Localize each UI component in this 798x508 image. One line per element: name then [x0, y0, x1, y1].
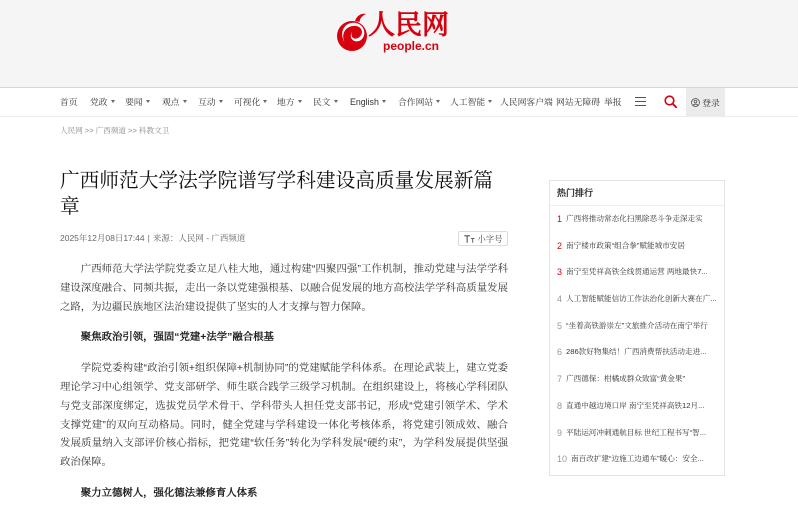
chevron-down-icon	[436, 100, 440, 103]
ranking-item[interactable]	[550, 393, 724, 420]
nav-item-label: 合作网站	[398, 97, 434, 107]
nav-item-label: 人民网客户端	[500, 97, 553, 107]
font-size-toggle-label: 小字号	[477, 233, 503, 244]
chevron-down-icon	[146, 100, 150, 103]
chevron-down-icon	[183, 100, 187, 103]
font-size-toggle-button[interactable]	[458, 231, 508, 246]
breadcrumb-item-home[interactable]: 人民网	[60, 126, 83, 135]
nav-item-label: 可视化	[234, 97, 261, 107]
nav-item-accessibility[interactable]	[556, 88, 600, 116]
rank-number: 4	[557, 294, 563, 305]
ranking-item-text: “坐着高铁游崇左”文旅推介活动在南宁举行	[566, 320, 708, 330]
people-daily-swirl-icon	[336, 10, 368, 52]
chevron-down-icon	[382, 100, 386, 103]
article-body	[60, 261, 508, 504]
site-header	[0, 0, 798, 87]
breadcrumb-item-section[interactable]: 科教文卫	[138, 126, 170, 135]
ranking-item-text: 人工智能赋能信访工作法治化创新大赛在广...	[566, 294, 717, 304]
nav-item-english[interactable]	[350, 88, 386, 116]
ranking-item-text: 平陆运河冲刺通航目标 世纪工程书写“智...	[566, 427, 707, 437]
logo-domain: people.cn	[383, 39, 440, 53]
ranking-item[interactable]	[550, 420, 724, 447]
ranking-item[interactable]	[550, 233, 724, 260]
chevron-down-icon	[111, 100, 115, 103]
article-subheading: 聚力立德树人，强化德法兼修育人体系	[80, 487, 258, 499]
rank-number: 3	[557, 267, 563, 278]
article-meta	[60, 232, 245, 244]
nav-item-label: 要闻	[125, 97, 143, 107]
main-nav	[0, 87, 798, 117]
ranking-item-text: 286款好物集结！广西消费帮扶活动走进...	[566, 347, 707, 357]
ranking-item-text: 南百改扩建“边施工边通车”暖心：安全...	[571, 454, 704, 464]
breadcrumb-separator: >>	[84, 126, 94, 135]
article-subheading: 聚焦政治引领，强固“党建+法学”融合根基	[80, 332, 274, 344]
ranking-item-text: 广西将推动常态化扫黑除恶斗争走深走实	[566, 214, 703, 223]
user-circle-icon	[691, 98, 700, 107]
rank-number: 9	[557, 427, 563, 438]
ranking-item[interactable]	[550, 259, 724, 286]
nav-item-guandian[interactable]	[162, 88, 187, 116]
nav-item-label: 网站无障碍	[556, 97, 600, 107]
ranking-item-text: 南宁楼市政策“组合拳”赋能城市安居	[566, 240, 685, 250]
site-logo[interactable]	[336, 10, 452, 56]
rank-number: 6	[557, 347, 563, 358]
ranking-item[interactable]	[550, 286, 724, 313]
publish-datetime: 2025年12月08日17:44	[60, 233, 145, 243]
nav-item-label: 互动	[198, 97, 216, 107]
ranking-item-text: 广西德保：柑橘成群众致富“黄金果”	[566, 374, 685, 384]
hamburger-menu-icon[interactable]	[635, 97, 646, 106]
rank-number: 2	[557, 240, 563, 251]
breadcrumb-separator: >>	[128, 126, 137, 135]
rank-number: 7	[557, 374, 563, 385]
nav-item-label: 地方	[277, 97, 295, 107]
article-paragraph: 学院党委构建“政治引领+组织保障+机制协同”的党建赋能学科体系。在理论武装上，建立党委理论学习中心组领学、党支部研学、师生联合践学三级学习机制。在组织建设上，将核心学科团队与党支部深度绑定，选拔党员学术骨干、学科带头人担任党支部书记，形成“党建引领学术、学术支撑党建”的双向互动格局。同时，健全党建与学科建设一体化考核体系，将党建引领成效、融合发展质量纳入支部评价核心指标，把党建“软任务”转化为学科发展“硬约束”，为学科发展提供坚强政治保障。	[60, 363, 508, 469]
rank-number: 10	[557, 454, 568, 465]
source-label: 来源：	[152, 233, 179, 243]
chevron-down-icon	[219, 100, 223, 103]
nav-item-hudong[interactable]	[198, 88, 223, 116]
hot-ranking-title: 热门排行	[550, 181, 724, 206]
meta-separator: |	[147, 233, 150, 243]
nav-item-dangzheng[interactable]	[90, 88, 115, 116]
logo-name: 人民网	[368, 10, 449, 41]
nav-item-minwen[interactable]	[313, 88, 338, 116]
breadcrumb-item-channel[interactable]: 广西频道	[95, 126, 127, 135]
chevron-down-icon	[263, 100, 267, 103]
nav-item-difang[interactable]	[277, 88, 302, 116]
rank-number: 5	[557, 320, 563, 331]
chevron-down-icon	[334, 100, 338, 103]
nav-item-label: 首页	[60, 97, 78, 107]
hot-ranking-panel	[549, 180, 725, 476]
chevron-down-icon	[298, 100, 302, 103]
nav-item-yaowen[interactable]	[125, 88, 150, 116]
nav-item-app[interactable]	[500, 88, 553, 116]
nav-item-partner-sites[interactable]	[398, 88, 440, 116]
hot-ranking-list	[550, 206, 724, 473]
ranking-item[interactable]	[550, 206, 724, 233]
ranking-item-text: 南宁至凭祥高铁全线贯通运营 两地最快7...	[566, 267, 708, 277]
search-icon[interactable]	[664, 95, 677, 108]
ranking-item[interactable]	[550, 313, 724, 340]
font-size-icon	[464, 235, 475, 243]
nav-item-label: 人工智能	[450, 97, 486, 107]
article-title: 广西师范大学法学院谱写学科建设高质量发展新篇章	[60, 170, 494, 218]
login-button[interactable]	[686, 88, 725, 116]
breadcrumb	[60, 126, 169, 136]
rank-number: 8	[557, 400, 563, 411]
chevron-down-icon	[488, 100, 492, 103]
nav-item-label: 民文	[313, 97, 331, 107]
login-label: 登录	[702, 97, 720, 108]
ranking-item[interactable]	[550, 446, 724, 473]
nav-item-report[interactable]	[604, 88, 622, 116]
source-link[interactable]: 人民网 - 广西频道	[178, 233, 246, 243]
nav-item-home[interactable]	[60, 88, 78, 116]
nav-item-ai[interactable]	[450, 88, 492, 116]
nav-item-label: 党政	[90, 97, 108, 107]
rank-number: 1	[557, 214, 563, 224]
nav-item-label: 举报	[604, 97, 622, 107]
nav-item-label: 观点	[162, 97, 180, 107]
nav-item-label: English	[350, 97, 379, 107]
ranking-item-text: 直通中越边境口岸 南宁至凭祥高铁12月...	[566, 400, 705, 410]
ranking-item[interactable]	[550, 366, 724, 393]
nav-item-keshihua[interactable]	[234, 88, 267, 116]
article-paragraph: 广西师范大学法学院党委立足八桂大地，通过构建“四聚四强”工作机制，推动党建与法学学科建设深度融合、同频共振，走出一条以党建强根基、以融合促发展的地方高校法学学科高质量发展之路，为边疆民族地区法治建设提供了坚实的人才支撑与智力保障。	[60, 264, 508, 313]
ranking-item[interactable]	[550, 339, 724, 366]
